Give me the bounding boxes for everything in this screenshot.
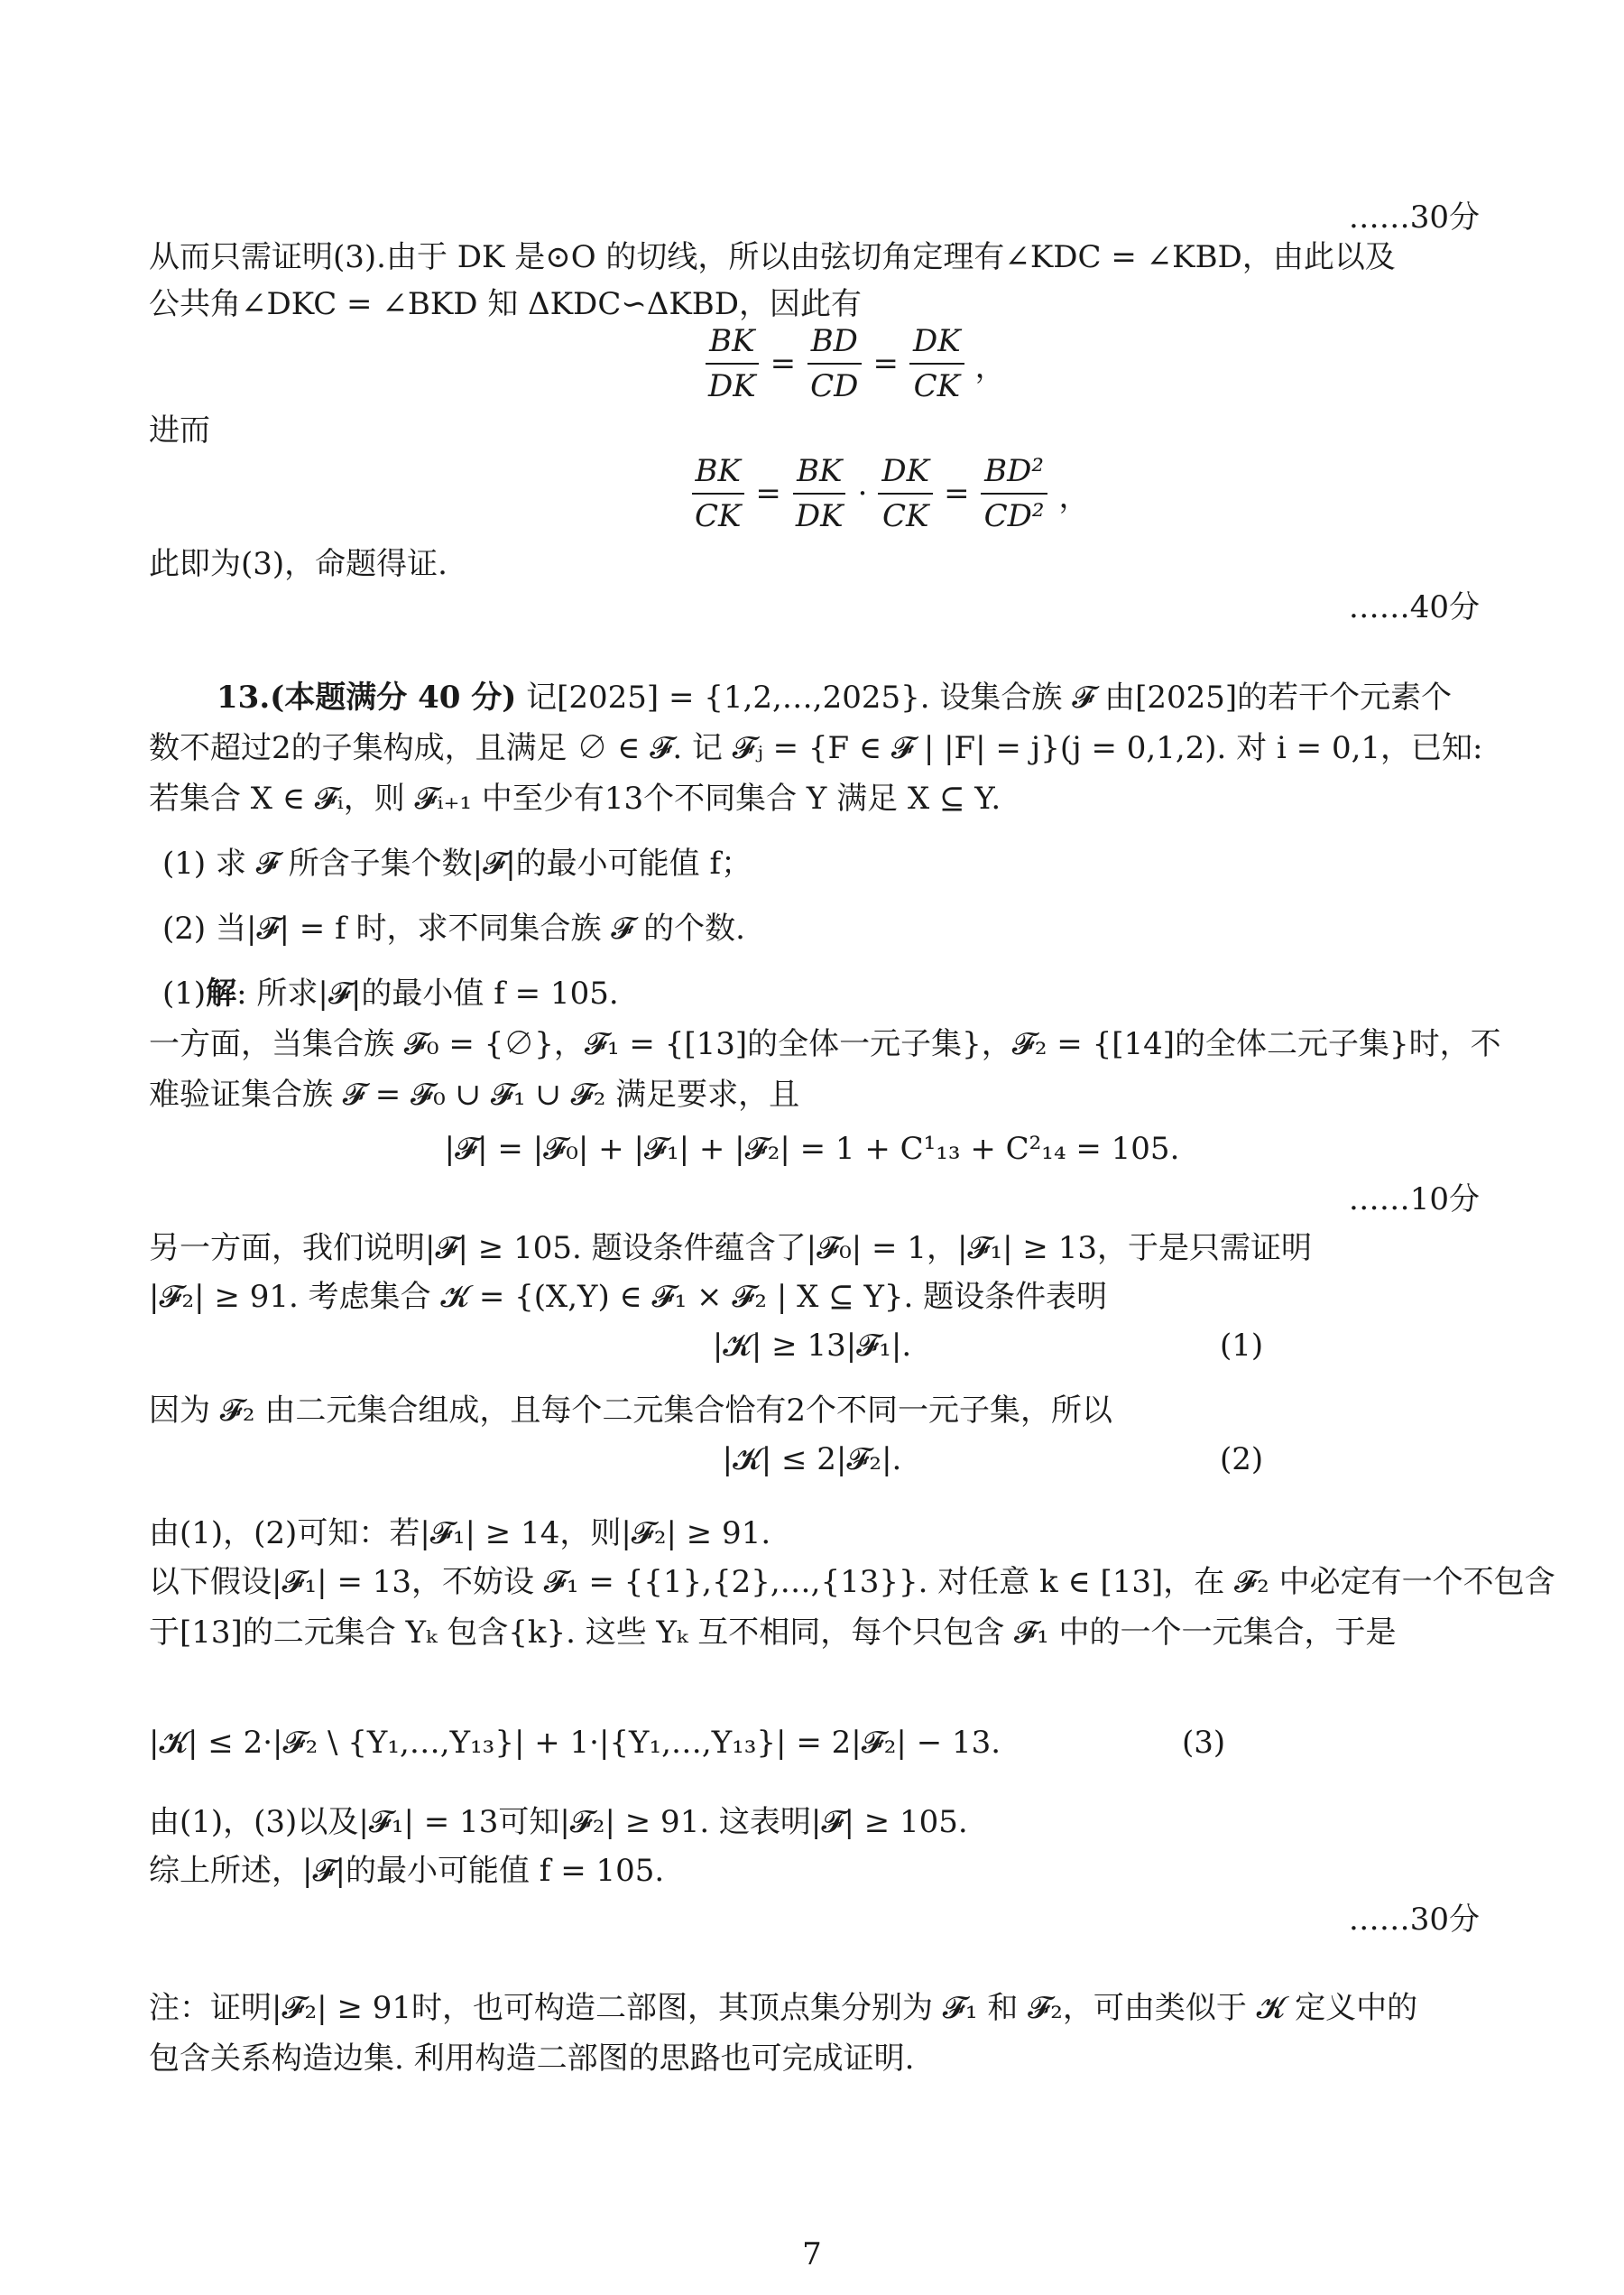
text-line: 进而 [149,412,210,449]
score-marker: ……10分 [1348,1181,1480,1217]
solution-heading: (1)解: 所求|𝓕|的最小值 f = 105. [162,976,619,1012]
problem-points-label: (本题满分 40 分) [270,680,517,716]
text-line: 于[13]的二元集合 Yₖ 包含{k}. 这些 Yₖ 互不相同，每个只包含 𝓕₁ 中的一个一元集合，于是 [149,1615,1397,1651]
fraction: $\frac{BK}{DK}$ [705,321,760,406]
fraction: $\frac{BD}{CD}$ [807,321,862,406]
problem-part-2: (2) 当|𝓕| = f 时，求不同集合族 𝓕 的个数. [162,911,745,947]
note-line: 注：证明|𝓕₂| ≥ 91时，也可构造二部图，其顶点集分别为 𝓕₁ 和 𝓕₂，可由类似于 𝓚 定义中的 [149,1990,1418,2026]
fraction: $\frac{DK}{CK}$ [909,321,964,406]
text-line: 一方面，当集合族 𝓕₀ = {∅}，𝓕₁ = {[13]的全体一元子集}，𝓕₂ = {[14]的全体二元子集}时，不 [149,1026,1501,1062]
score-marker: ……30分 [1348,1902,1480,1938]
equation-ratio-chain: $\frac{BK}{DK}$ = $\frac{BD}{CD}$ = $\frac{DK}{CK}$ ， [699,321,1011,406]
note-line: 包含关系构造边集. 利用构造二部图的思路也可完成证明. [149,2041,915,2077]
fraction: $\frac{\text{BD²}}{\text{CD²}}$ [981,451,1048,536]
equation-count: |𝓕| = |𝓕₀| + |𝓕₁| + |𝓕₂| = 1 + C¹₁₃ + C²₁₄ = 105. [444,1131,1180,1167]
problem-statement: 记[2025] = {1,2,…,2025}. 设集合族 𝓕 由[2025]的若干个元素个 [526,680,1453,716]
fraction: $\frac{BK}{DK}$ [792,451,847,536]
equation-1: |𝓚| ≥ 13|𝓕₁|. [712,1328,912,1364]
text-line: 公共角∠DKC = ∠BKD 知 ΔKDC∽ΔKBD，因此有 [149,286,863,322]
text-line: 综上所述，|𝓕|的最小可能值 f = 105. [149,1853,665,1889]
text-line: 从而只需证明(3).由于 DK 是⊙O 的切线，所以由弦切角定理有∠KDC = ∠KBD，由此以及 [149,239,1396,275]
problem-part-1: (1) 求 𝓕 所含子集个数|𝓕|的最小可能值 f； [162,846,752,882]
equation-ratio-product: $\frac{BK}{CK}$ = $\frac{BK}{DK}$ · $\frac{DK}{CK}$ = $\frac{\text{BD²}}{\text{CD²}}$ ， [686,451,1094,536]
fraction: $\frac{BK}{CK}$ [691,451,744,536]
fraction: $\frac{DK}{CK}$ [878,451,933,536]
text-line: 因为 𝓕₂ 由二元集合组成，且每个二元集合恰有2个不同一元子集，所以 [149,1393,1112,1429]
equation-2: |𝓚| ≤ 2|𝓕₂|. [722,1441,902,1477]
text-line: |𝓕₂| ≥ 91. 考虑集合 𝓚 = {(X,Y) ∈ 𝓕₁ × 𝓕₂ | X ⊆ Y}. 题设条件表明 [149,1279,1108,1315]
equation-number: (1) [1220,1328,1264,1364]
score-marker: ……40分 [1348,589,1480,625]
score-marker: ……30分 [1348,199,1480,236]
text-line: 数不超过2的子集构成，且满足 ∅ ∈ 𝓕. 记 𝓕ⱼ = {F ∈ 𝓕 | |F| = j}(j = 0,1,2). 对 i = 0,1，已知: [149,730,1483,766]
equation-number: (3) [1182,1725,1226,1761]
text-line: 此即为(3)，命题得证. [149,546,448,582]
problem-number: 13. [217,680,271,716]
text-line: 由(1)，(3)以及|𝓕₁| = 13可知|𝓕₂| ≥ 91. 这表明|𝓕| ≥ 105. [149,1804,968,1840]
text-line: 以下假设|𝓕₁| = 13，不妨设 𝓕₁ = {{1},{2},…,{13}}. 对任意 k ∈ [13]，在 𝓕₂ 中必定有一个不包含 [149,1564,1555,1600]
page-number: 7 [802,2236,822,2272]
equation-number: (2) [1220,1441,1264,1477]
text-line: 若集合 X ∈ 𝓕ᵢ，则 𝓕ᵢ₊₁ 中至少有13个不同集合 Y 满足 X ⊆ Y. [149,781,1001,817]
text-line: 难验证集合族 𝓕 = 𝓕₀ ∪ 𝓕₁ ∪ 𝓕₂ 满足要求，且 [149,1077,800,1113]
text-line: 另一方面，我们说明|𝓕| ≥ 105. 题设条件蕴含了|𝓕₀| = 1，|𝓕₁| ≥ 13，于是只需证明 [149,1230,1312,1266]
equation-3: |𝓚| ≤ 2·|𝓕₂ \ {Y₁,…,Y₁₃}| + 1·|{Y₁,…,Y₁₃}| = 2|𝓕₂| − 13. [149,1725,1001,1761]
problem-13-heading [217,677,1452,718]
text-line: 由(1)，(2)可知：若|𝓕₁| ≥ 14，则|𝓕₂| ≥ 91. [149,1515,771,1551]
